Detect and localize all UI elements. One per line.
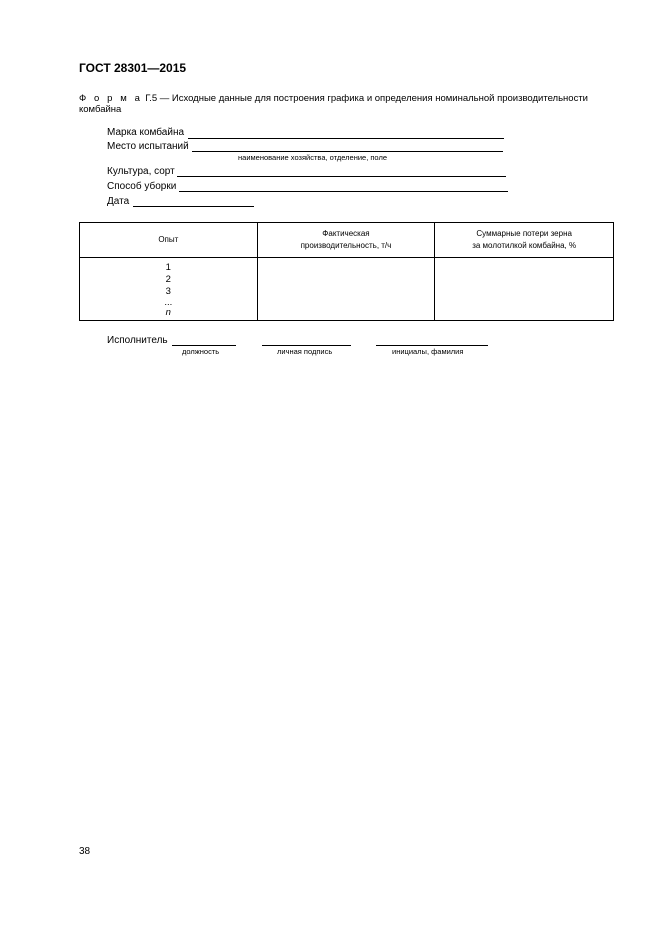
position-line	[172, 345, 236, 346]
signature-line	[262, 345, 351, 346]
date-line	[133, 206, 254, 207]
trial-number: 2	[165, 273, 171, 285]
table-body-row	[80, 258, 614, 321]
data-table	[79, 222, 614, 321]
crop-line	[177, 176, 506, 177]
form-title	[79, 93, 614, 115]
signature-label: Исполнитель	[107, 335, 168, 346]
column-header: Фактическая производительность, т/ч	[257, 223, 435, 258]
losses-cell	[435, 258, 614, 321]
page-number: 38	[79, 846, 91, 857]
form-title-text: Г.5 — Исходные данные для построения графика и определения номинальной производительности комбайна	[79, 93, 588, 115]
place-line	[192, 151, 503, 152]
form-prefix: Ф о р м а	[79, 93, 143, 104]
brand-line	[188, 138, 504, 139]
place-note: наименование хозяйства, отделение, поле	[238, 153, 387, 162]
name-note: инициалы, фамилия	[392, 347, 464, 356]
brand-label: Марка комбайна	[107, 127, 185, 138]
crop-label: Культура, сорт	[107, 166, 175, 177]
trial-number: ...	[164, 296, 173, 308]
place-label: Место испытаний	[107, 141, 189, 152]
column-header: Опыт	[80, 223, 258, 258]
productivity-cell	[257, 258, 435, 321]
name-line	[376, 345, 488, 346]
document-header: ГОСТ 28301—2015	[79, 61, 187, 75]
signature-note: личная подпись	[277, 347, 333, 356]
trial-cell	[80, 258, 258, 321]
position-note: должность	[182, 347, 220, 356]
trial-number: 3	[165, 285, 171, 297]
table-header-row	[80, 223, 614, 258]
harvest-line	[179, 191, 508, 192]
trial-number: 1	[165, 261, 171, 273]
column-header: Суммарные потери зерна за молотилкой комбайна, %	[435, 223, 614, 258]
harvest-label: Способ уборки	[107, 181, 177, 192]
trial-number: n	[165, 306, 171, 318]
date-label: Дата	[107, 196, 130, 207]
